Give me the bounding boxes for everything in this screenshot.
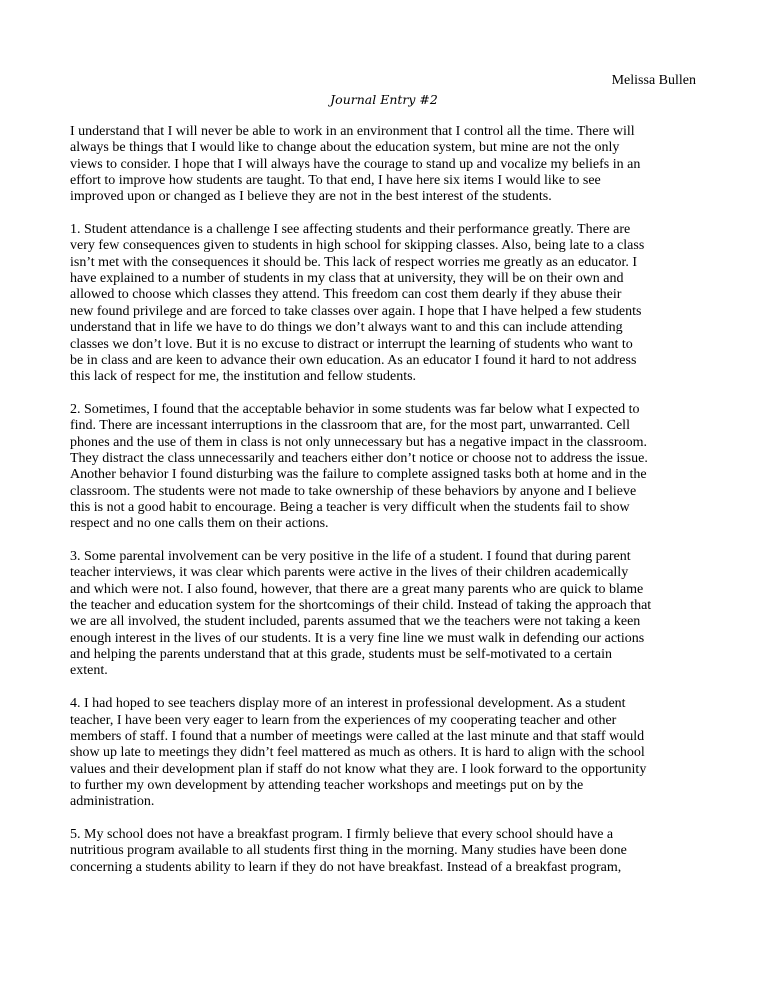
- text-line: show up late to meetings they didn’t feel mattered as much as others. It is hard to align with the school: [70, 745, 645, 761]
- text-line: find. There are incessant interruptions in the classroom that are, for the most part, unwarranted. Cell: [70, 418, 630, 434]
- text-line: 5. My school does not have a breakfast program. I firmly believe that every school should have a: [70, 827, 614, 843]
- text-line: be in class and are keen to advance their own education. As an educator I found it hard to not address: [70, 352, 637, 368]
- text-line: we are all involved, the student included, parents assumed that we the teachers were not taking a keen: [70, 614, 641, 630]
- text-line: classes we don’t love. But it is no excuse to distract or interrupt the learning of students who want to: [70, 336, 633, 352]
- journal-title: Journal Entry #2: [330, 92, 438, 107]
- text-line: 3. Some parental involvement can be very positive in the life of a student. I found that during parent: [70, 549, 631, 565]
- text-line: enough interest in the lives of our students. It is a very fine line we must walk in defending our actions: [70, 630, 645, 646]
- text-line: new found privilege and are forced to take classes over again. I hope that I have helped a few students: [70, 303, 642, 319]
- text-line: 2. Sometimes, I found that the acceptable behavior in some students was far below what I expected to: [70, 401, 640, 417]
- text-line: effort to improve how students are taught. To that end, I have here six items I would like to see: [70, 173, 601, 189]
- text-line: administration.: [70, 794, 155, 810]
- text-line: extent.: [70, 663, 108, 679]
- text-line: understand that in life we have to do things we don’t always want to and this can include attending: [70, 320, 623, 336]
- text-line: teacher interviews, it was clear which parents were active in the lives of their children academically: [70, 565, 629, 581]
- text-line: and which were not. I also found, however, that there are a great many parents who are quick to blame: [70, 581, 644, 597]
- text-line: phones and the use of them in class is not only unnecessary but has a negative impact in the classroom.: [70, 434, 647, 450]
- text-line: I understand that I will never be able to work in an environment that I control all the time. There will: [70, 124, 635, 139]
- author-name: Melissa Bullen: [611, 73, 696, 88]
- paragraph: [70, 124, 700, 206]
- paragraph: [70, 827, 700, 876]
- text-line: have explained to a number of students in my class that at university, they will be on their own and: [70, 271, 624, 287]
- text-line: and helping the parents understand that at this grade, students must be self-motivated to a certain: [70, 647, 612, 663]
- paragraph: [70, 549, 700, 680]
- document-body: [70, 124, 700, 892]
- text-line: 4. I had hoped to see teachers display more of an interest in professional development. As a student: [70, 696, 626, 712]
- text-line: They distract the class unnecessarily and teachers either don’t notice or choose not to address the issue.: [70, 450, 648, 466]
- text-line: Another behavior I found disturbing was the failure to complete assigned tasks both at home and in the: [70, 467, 647, 483]
- text-line: views to consider. I hope that I will always have the courage to stand up and vocalize my beliefs in an: [70, 156, 641, 172]
- text-line: isn’t met with the consequences it should be. This lack of respect worries me greatly as an educator. I: [70, 254, 638, 270]
- text-line: concerning a students ability to learn if they do not have breakfast. Instead of a breakfast program,: [70, 859, 622, 875]
- text-line: this lack of respect for me, the institution and fellow students.: [70, 369, 417, 385]
- paragraph: [70, 222, 700, 385]
- text-line: allowed to choose which classes they attend. This freedom can cost them dearly if they abuse their: [70, 287, 622, 303]
- text-line: respect and no one calls them on their actions.: [70, 516, 329, 532]
- text-line: classroom. The students were not made to take ownership of these behaviors by anyone and I believe: [70, 483, 637, 499]
- text-line: always be things that I would like to change about the education system, but mine are not the only: [70, 140, 620, 156]
- text-line: 1. Student attendance is a challenge I see affecting students and their performance greatly. There are: [70, 222, 631, 238]
- paragraph: [70, 696, 700, 810]
- text-line: very few consequences given to students in high school for skipping classes. Also, being late to a class: [70, 238, 645, 254]
- text-line: to further my own development by attending teacher workshops and meetings put on by the: [70, 777, 584, 793]
- text-line: members of staff. I found that a number of meetings were called at the last minute and that staff would: [70, 728, 645, 744]
- text-line: this is not a good habit to encourage. Being a teacher is very difficult when the students fail to show: [70, 500, 630, 515]
- text-line: values and their development plan if staff do not know what they are. I look forward to the opportunity: [70, 761, 647, 777]
- text-line: nutritious program available to all students first thing in the morning. Many studies have been done: [70, 843, 627, 859]
- paragraph: [70, 402, 700, 533]
- text-line: improved upon or changed as I believe they are not in the best interest of the students.: [70, 189, 552, 205]
- text-line: the teacher and education system for the shortcomings of their child. Instead of taking the approach that: [70, 598, 652, 614]
- text-line: teacher, I have been very eager to learn from the experiences of my cooperating teacher and other: [70, 712, 617, 728]
